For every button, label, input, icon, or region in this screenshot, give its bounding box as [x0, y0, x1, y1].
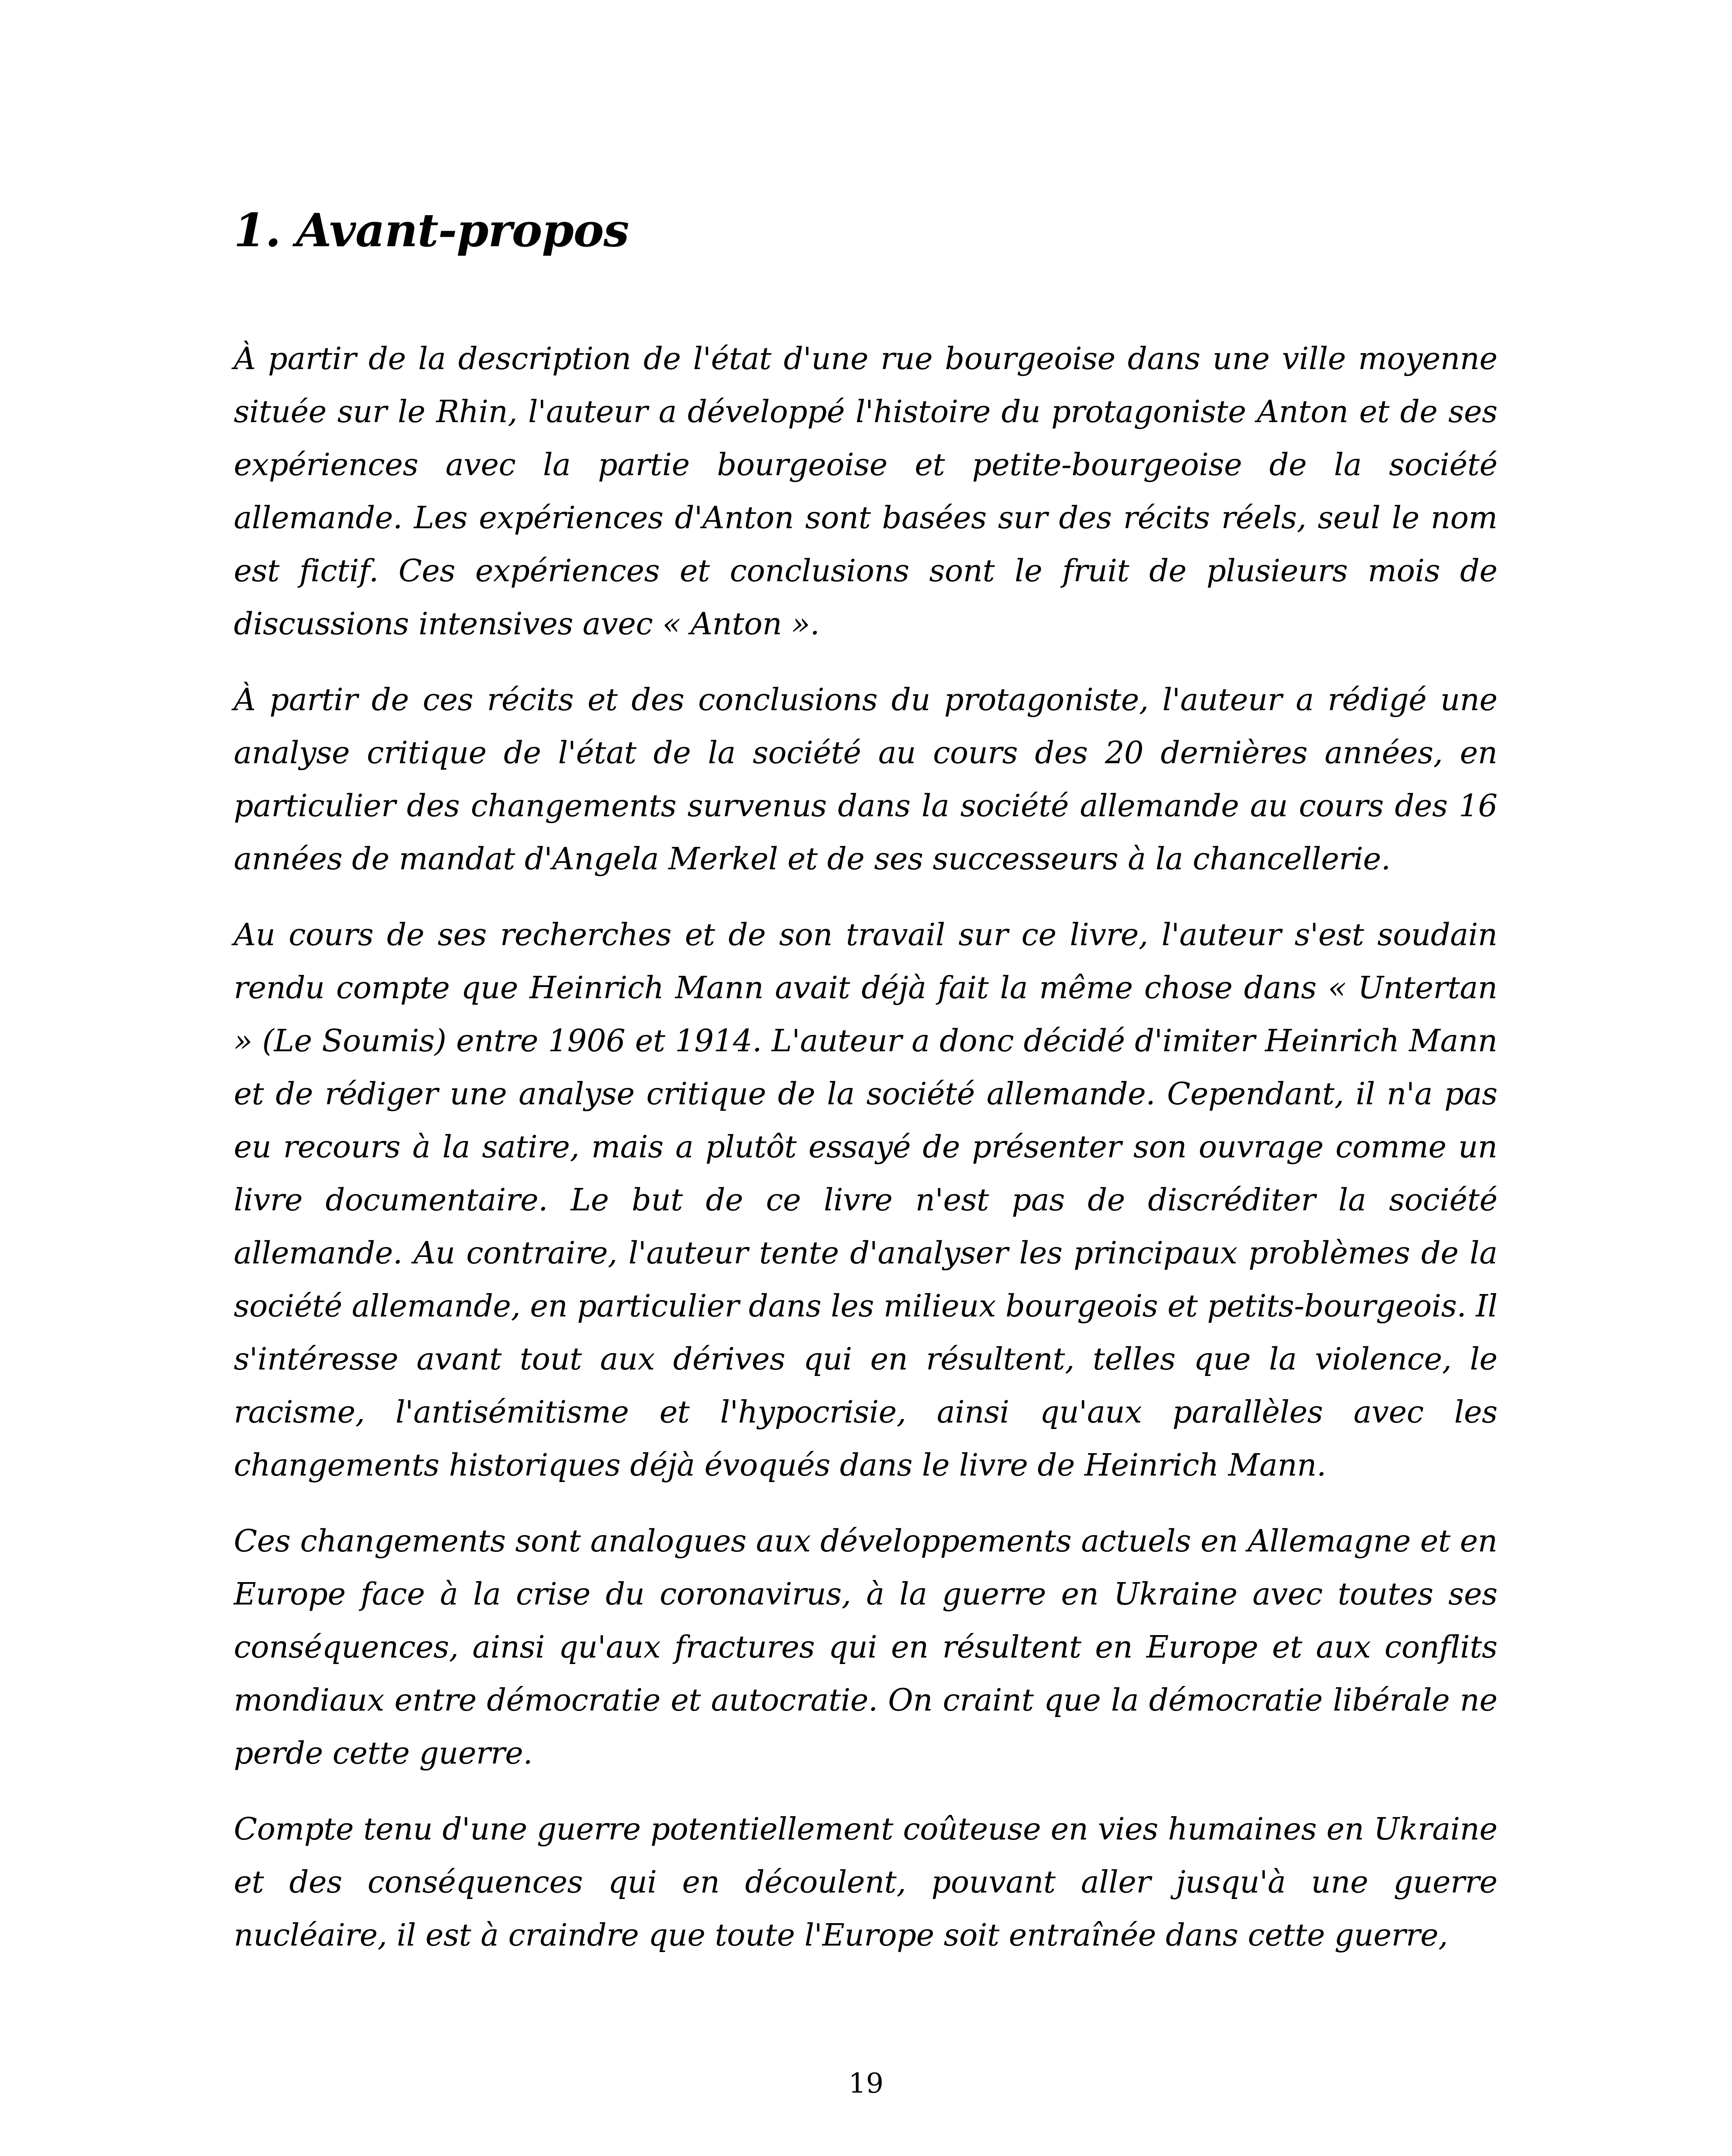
paragraph-4: Ces changements sont analogues aux développements actuels en Allemagne et en Europe face à la crise du coronavirus, à la guerre en Ukraine avec toutes ses conséquences, ainsi qu'aux fractures qui en résultent en Europe et aux conflits mondiaux entre démocratie et autocratie. On craint que la démocratie libérale ne perde cette guerre.: [234, 1523, 1497, 1771]
page-number: 19: [848, 2068, 884, 2100]
paragraph-1: À partir de la description de l'état d'une rue bourgeoise dans une ville moyenne située sur le Rhin, l'auteur a développé l'histoire du protagoniste Anton et de ses expériences avec la partie bourgeoise et petite-bourgeoise de la société allemande. Les expériences d'Anton sont basées sur des récits réels, seul le nom est fictif. Ces expériences et conclusions sont le fruit de plusieurs mois de discussions intensives avec « Anton ».: [234, 341, 1497, 642]
paragraph-2: À partir de ces récits et des conclusions du protagoniste, l'auteur a rédigé une analyse critique de l'état de la société au cours des 20 dernières années, en particulier des changements survenus dans la société allemande au cours des 16 années de mandat d'Angela Merkel et de ses successeurs à la chancellerie.: [234, 682, 1497, 877]
paragraph-5: Compte tenu d'une guerre potentiellement coûteuse en vies humaines en Ukraine et des conséquences qui en découlent, pouvant aller jusqu'à une guerre nucléaire, il est à craindre que toute l'Europe soit entraînée dans cette guerre,: [234, 1811, 1497, 1953]
paragraph-3: Au cours de ses recherches et de son travail sur ce livre, l'auteur s'est soudain rendu compte que Heinrich Mann avait déjà fait la même chose dans « Untertan » (Le Soumis) entre 1906 et 1914. L'auteur a donc décidé d'imiter Heinrich Mann et de rédiger une analyse critique de la société allemande. Cependant, il n'a pas eu recours à la satire, mais a plutôt essayé de présenter son ouvrage comme un livre documentaire. Le but de ce livre n'est pas de discréditer la société allemande. Au contraire, l'auteur tente d'analyser les principaux problèmes de la société allemande, en particulier dans les milieux bourgeois et petits-bourgeois. Il s'intéresse avant tout aux dérives qui en résultent, telles que la violence, le racisme, l'antisémitisme et l'hypocrisie, ainsi qu'aux parallèles avec les changements historiques déjà évoqués dans le livre de Heinrich Mann.: [234, 917, 1497, 1483]
body-text: [234, 332, 1497, 1984]
chapter-title: 1. Avant-propos: [234, 203, 629, 257]
